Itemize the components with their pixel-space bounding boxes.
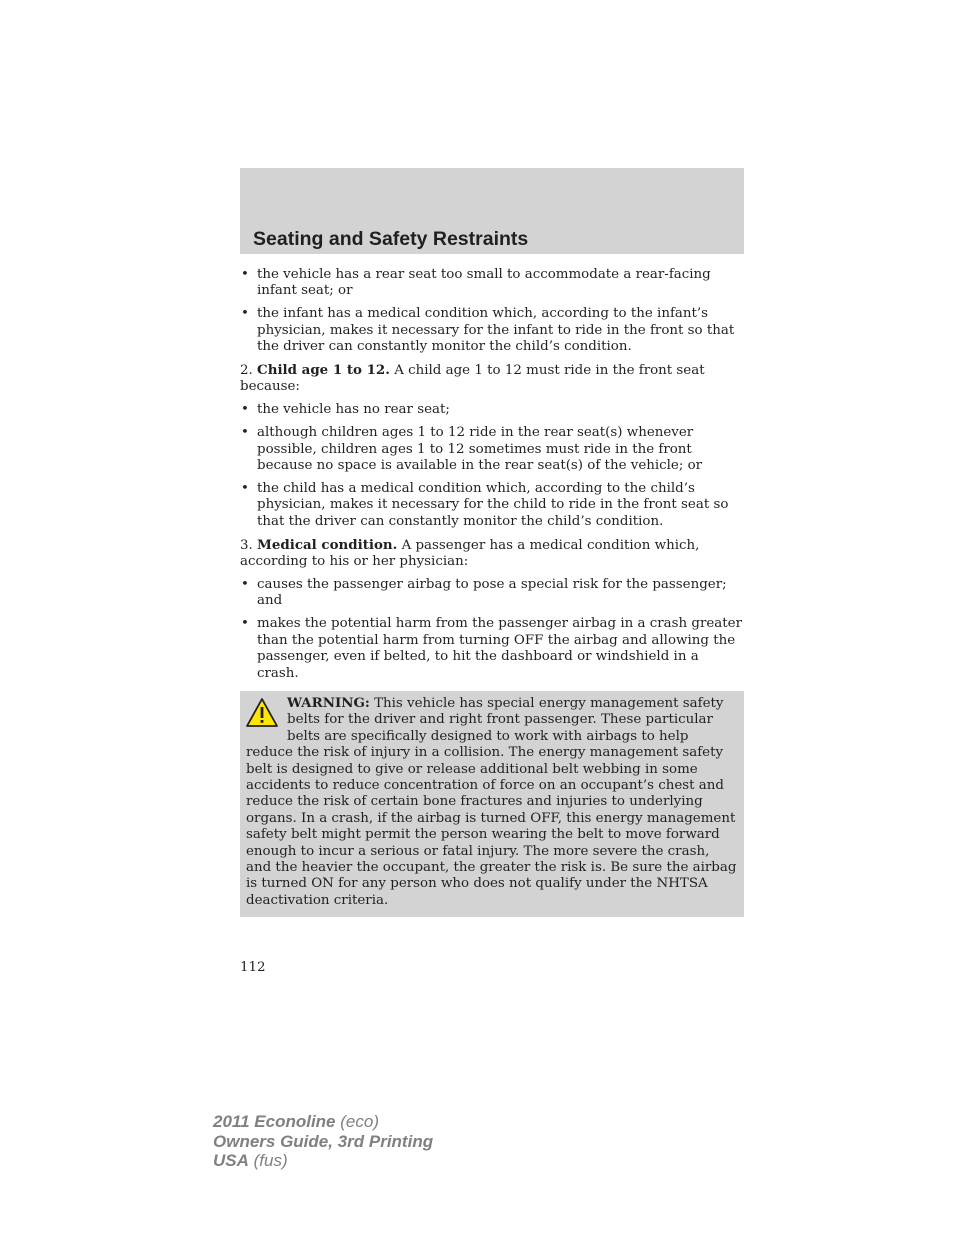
bullet-text: although children ages 1 to 12 ride in the rear seat(s) whenever possible, children ages 1 to 12 sometimes must ride in the front because no space is available in the rear seat(s) of the vehicle; or — [257, 425, 703, 474]
list-item — [240, 267, 744, 300]
document-footer — [213, 1112, 433, 1171]
footer-title: 2011 Econoline — [213, 1112, 336, 1131]
bullet-text: the vehicle has a rear seat too small to accommodate a rear-facing infant seat; or — [257, 267, 711, 299]
bullet-marker: • — [241, 267, 249, 282]
item-text: A passenger has a medical condition which, according to his or her physician: — [240, 537, 700, 570]
main-content — [240, 267, 744, 917]
item-heading: Child age 1 to 12. — [257, 362, 390, 379]
bullet-marker: • — [241, 616, 249, 632]
bullet-text: the infant has a medical condition which, according to the infant’s physician, makes it necessary for the infant to ride in the front so that the driver can constantly monitor the child’s condition. — [257, 306, 735, 355]
bullet-marker: • — [241, 480, 249, 496]
warning-triangle-icon — [246, 697, 278, 729]
section-title: Seating and Safety Restraints — [253, 228, 529, 250]
bullet-text: the child has a medical condition which, according to the child’s physician, makes it necessary for the child to ride in the front seat so that the driver can constantly monitor the child’s condition. — [257, 480, 729, 529]
list-item — [240, 616, 744, 682]
bullet-marker: • — [241, 425, 249, 441]
list-item — [240, 306, 744, 355]
item-text: A child age 1 to 12 must ride in the front seat because: — [240, 363, 705, 395]
list-item — [240, 425, 744, 474]
warning-label: WARNING: — [287, 694, 370, 711]
item-number: 2. — [240, 363, 253, 379]
footer-market-code: (fus) — [253, 1151, 288, 1170]
footer-code: (eco) — [340, 1112, 379, 1131]
page-number: 112 — [240, 960, 266, 975]
numbered-item-3 — [240, 537, 744, 571]
item-number: 3. — [240, 537, 253, 553]
list-item — [240, 402, 744, 418]
list-item — [240, 577, 744, 610]
warning-text: This vehicle has special energy management safety belts for the driver and right front passenger. These particular belts are specifically designed to work with airbags to help reduce the risk of injury in a collision. The energy management safety belt is designed to give or release additional belt webbing in some accidents to reduce concentration of force on an occupant’s chest and reduce the risk of certain bone fractures and injuries to underlying organs. In a crash, if the airbag is turned OFF, this energy management safety belt might permit the person wearing the belt to move forward enough to incur a serious or fatal injury. The more severe the crash, and the heavier the occupant, the greater the risk is. Be sure the airbag is turned ON for any person who does not qualify under the NHTSA deactivation criteria. — [246, 695, 737, 908]
bullet-text: the vehicle has no rear seat; — [257, 402, 450, 418]
item-heading: Medical condition. — [257, 536, 398, 553]
bullet-marker: • — [241, 402, 249, 418]
bullet-marker: • — [241, 577, 249, 592]
warning-box — [240, 691, 744, 917]
numbered-item-2 — [240, 362, 744, 396]
bullet-marker: • — [241, 306, 249, 322]
footer-edition: Owners Guide, 3rd Printing — [213, 1131, 434, 1151]
footer-market: USA — [213, 1151, 249, 1170]
bullet-text: causes the passenger airbag to pose a special risk for the passenger; and — [257, 577, 727, 609]
list-item — [240, 481, 744, 530]
bullet-text: makes the potential harm from the passenger airbag in a crash greater than the potential harm from turning OFF the airbag and allowing the passenger, even if belted, to hit the dashboard or windshield in a crash. — [257, 616, 742, 681]
